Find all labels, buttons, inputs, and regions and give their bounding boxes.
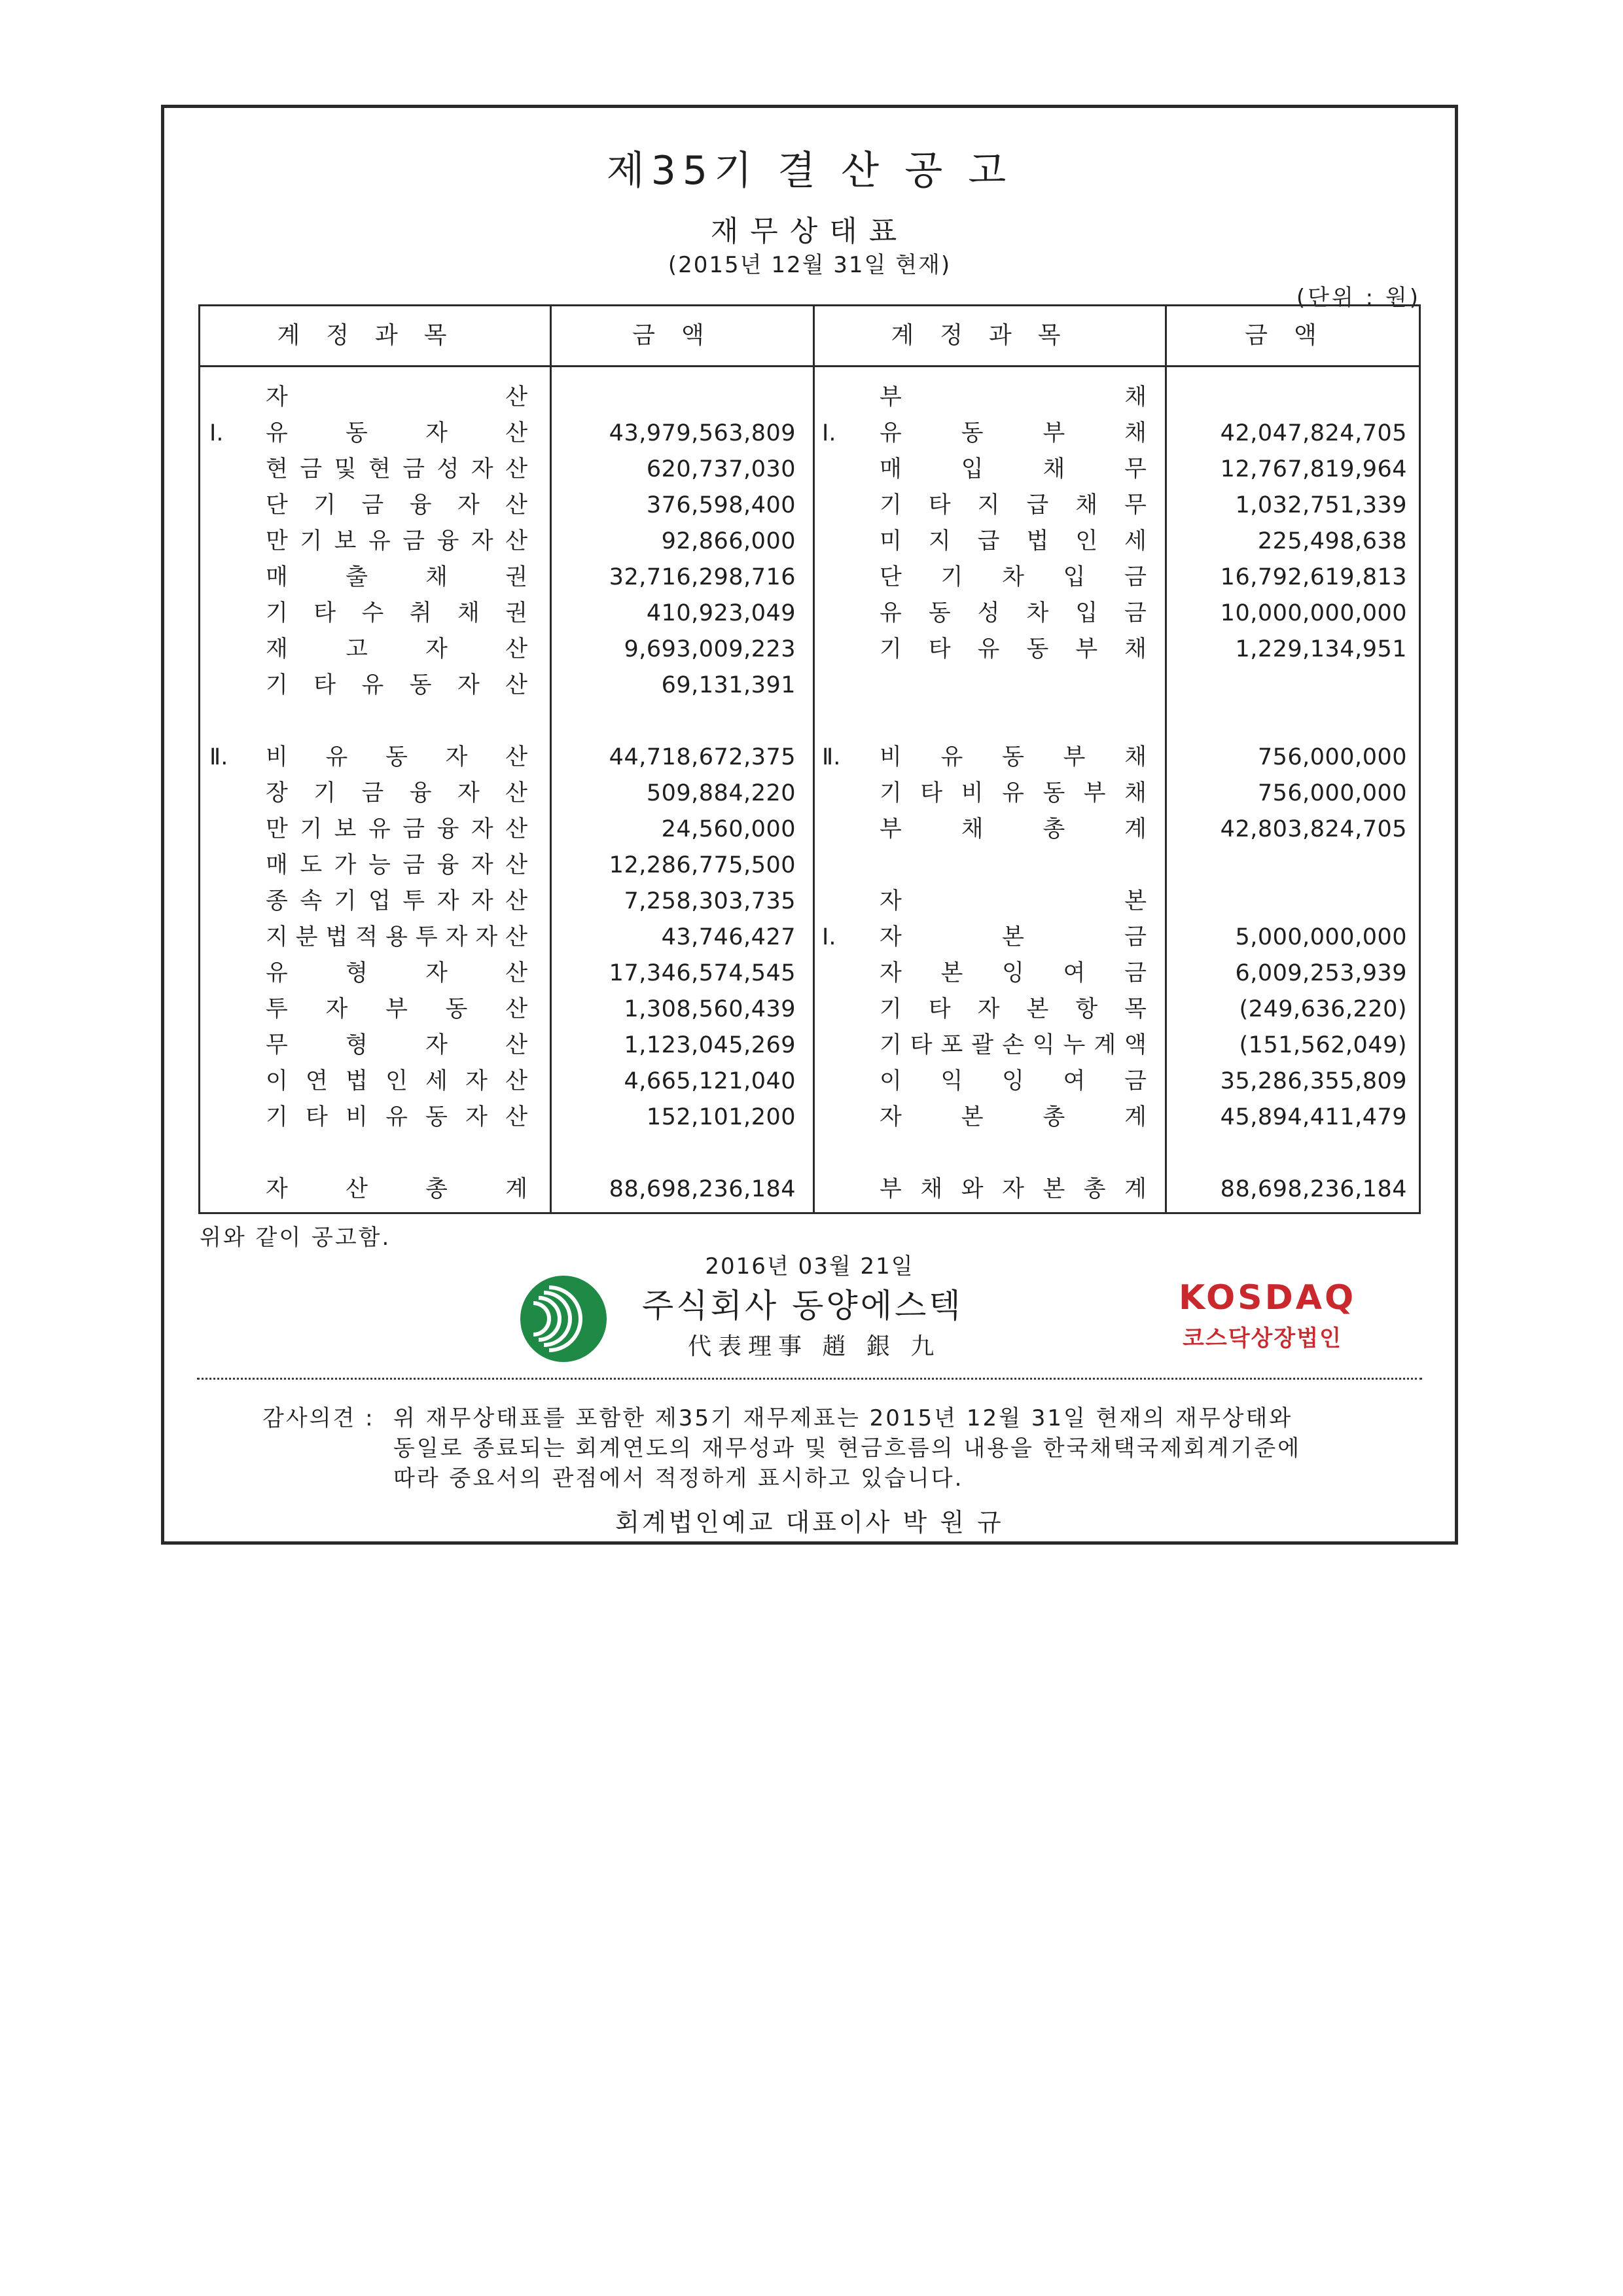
account-name: 부 채 <box>880 384 1147 410</box>
account-name: 부 채 총 계 <box>880 816 1147 842</box>
account-name: 기 타 자 본 항 목 <box>880 996 1147 1022</box>
account-name: 재 고 자 산 <box>266 636 527 662</box>
table-row <box>813 848 1423 884</box>
amount-value: 69,131,391 <box>661 672 796 698</box>
amount-value: 1,032,751,339 <box>1235 492 1407 518</box>
amount-value: 88,698,236,184 <box>1220 1176 1407 1202</box>
table-row <box>200 956 812 992</box>
notice-date: 2016년 03월 21일 <box>705 1253 914 1280</box>
amount-value: 1,229,134,951 <box>1235 636 1407 662</box>
account-name: 비 유 동 부 채 <box>880 744 1147 770</box>
account-name: 이 익 잉 여 금 <box>880 1068 1147 1094</box>
audit-opinion-label: 감사의견 : <box>262 1405 375 1431</box>
document-title: 제35기 결 산 공 고 <box>606 148 1013 194</box>
table-row <box>813 632 1423 668</box>
table-row <box>813 776 1423 812</box>
table-row <box>813 956 1423 992</box>
table-row <box>200 1100 812 1136</box>
account-name: 기 타 유 동 자 산 <box>266 672 527 698</box>
balance-sheet-table <box>198 304 1421 1214</box>
table-row <box>813 884 1423 920</box>
account-name: 현 금 및 현 금 성 자 산 <box>266 456 527 482</box>
account-name: 유 동 자 산 <box>266 420 527 446</box>
account-name: 무 형 자 산 <box>266 1032 527 1058</box>
table-row <box>200 560 812 596</box>
amount-value: 620,737,030 <box>646 456 796 482</box>
table-row <box>813 560 1423 596</box>
account-name: 단 기 차 입 금 <box>880 564 1147 590</box>
amount-value: 42,047,824,705 <box>1220 420 1407 446</box>
kosdaq-logo: KOSDAQ <box>1179 1278 1357 1318</box>
table-row <box>813 524 1423 560</box>
table-row <box>813 596 1423 632</box>
account-name: 부 채 와 자 본 총 계 <box>880 1176 1147 1202</box>
table-row <box>200 416 812 452</box>
account-name: 장 기 금 융 자 산 <box>266 780 527 806</box>
account-name: 기 타 수 취 채 권 <box>266 600 527 626</box>
table-row <box>200 704 812 740</box>
amount-value: 24,560,000 <box>661 816 796 842</box>
section-number: Ⅱ. <box>822 744 841 770</box>
amount-value: 10,000,000,000 <box>1220 600 1407 626</box>
account-name: 종 속 기 업 투 자 자 산 <box>266 888 527 914</box>
account-name: 비 유 동 자 산 <box>266 744 527 770</box>
table-row <box>200 920 812 956</box>
audit-opinion-line: 동일로 종료되는 회계연도의 재무성과 및 현금흐름의 내용을 한국채택국제회계기준에 <box>393 1435 1302 1462</box>
account-name: 유 형 자 산 <box>266 960 527 986</box>
table-row <box>813 812 1423 848</box>
representative-name: 代表理事 趙 銀 九 <box>688 1333 941 1360</box>
amount-value: 6,009,253,939 <box>1235 960 1407 986</box>
account-name: 이 연 법 인 세 자 산 <box>266 1068 527 1094</box>
table-row <box>813 452 1423 488</box>
account-name: 미 지 급 법 인 세 <box>880 528 1147 554</box>
amount-value: 42,803,824,705 <box>1220 816 1407 842</box>
amount-value: 410,923,049 <box>646 600 796 626</box>
table-row <box>813 1172 1423 1208</box>
account-name: 자 산 총 계 <box>266 1176 527 1202</box>
amount-value: 509,884,220 <box>646 780 796 806</box>
auditor-signature: 회계법인예교 대표이사 박 원 규 <box>615 1508 1004 1537</box>
dongyang-estec-logo-icon <box>518 1273 609 1365</box>
table-row <box>200 1172 812 1208</box>
header-divider <box>200 365 1419 367</box>
account-name: 자 본 잉 여 금 <box>880 960 1147 986</box>
account-name: 자 본 총 계 <box>880 1104 1147 1130</box>
audit-opinion-line: 위 재무상태표를 포함한 제35기 재무제표는 2015년 12월 31일 현재의 재무상태와 <box>393 1405 1293 1431</box>
header-right-account: 계정과목 <box>891 322 1087 349</box>
statement-title: 재무상태표 <box>710 215 909 248</box>
table-row <box>200 848 812 884</box>
amount-value: 756,000,000 <box>1257 744 1407 770</box>
account-name: 기 타 지 급 채 무 <box>880 492 1147 518</box>
amount-value: (151,562,049) <box>1239 1032 1407 1058</box>
table-row <box>813 1064 1423 1100</box>
header-right-amount: 금액 <box>1245 322 1343 349</box>
amount-value: 7,258,303,735 <box>624 888 796 914</box>
account-name: 기 타 비 유 동 부 채 <box>880 780 1147 806</box>
account-name: 자 산 <box>266 384 527 410</box>
table-row <box>200 1028 812 1064</box>
section-number: Ⅰ. <box>822 924 836 950</box>
amount-value: 756,000,000 <box>1257 780 1407 806</box>
amount-value: 43,746,427 <box>661 924 796 950</box>
notice-frame <box>161 105 1458 1545</box>
account-name: 자 본 금 <box>880 924 1147 950</box>
unit-label: (단위 : 원) <box>1296 285 1421 311</box>
amount-value: 88,698,236,184 <box>609 1176 796 1202</box>
table-row <box>813 1028 1423 1064</box>
table-row <box>813 704 1423 740</box>
account-name: 지 분 법 적 용 투 자 자 산 <box>266 924 527 950</box>
account-name: 기 타 비 유 동 자 산 <box>266 1104 527 1130</box>
table-row <box>813 992 1423 1028</box>
section-number: Ⅱ. <box>209 744 228 770</box>
amount-value: 44,718,672,375 <box>609 744 796 770</box>
kosdaq-listed-label: 코스닥상장법인 <box>1183 1325 1342 1352</box>
table-row <box>200 812 812 848</box>
amount-value: 32,716,298,716 <box>609 564 796 590</box>
amount-value: 1,123,045,269 <box>624 1032 796 1058</box>
amount-value: 9,693,009,223 <box>624 636 796 662</box>
amount-value: 376,598,400 <box>646 492 796 518</box>
table-row <box>813 488 1423 524</box>
account-name: 매 입 채 무 <box>880 456 1147 482</box>
section-number: Ⅰ. <box>209 420 224 446</box>
amount-value: 152,101,200 <box>646 1104 796 1130</box>
notice-text: 위와 같이 공고함. <box>200 1225 391 1251</box>
statement-period: (2015년 12월 31일 현재) <box>668 252 952 278</box>
table-row <box>200 488 812 524</box>
header-left-amount: 금액 <box>632 322 730 349</box>
account-name: 투 자 부 동 산 <box>266 996 527 1022</box>
audit-opinion-line: 따라 중요서의 관점에서 적정하게 표시하고 있습니다. <box>393 1465 964 1492</box>
table-row <box>813 1100 1423 1136</box>
account-name: 기 타 포 괄 손 익 누 계 액 <box>880 1032 1147 1058</box>
account-name: 기 타 유 동 부 채 <box>880 636 1147 662</box>
amount-value: 5,000,000,000 <box>1235 924 1407 950</box>
section-number: Ⅰ. <box>822 420 836 446</box>
account-name: 자 본 <box>880 888 1147 914</box>
amount-value: 12,286,775,500 <box>609 852 796 878</box>
account-name: 만 기 보 유 금 융 자 산 <box>266 528 527 554</box>
amount-value: 4,665,121,040 <box>624 1068 796 1094</box>
account-name: 매 출 채 권 <box>266 564 527 590</box>
table-row <box>813 1136 1423 1172</box>
amount-value: 12,767,819,964 <box>1220 456 1407 482</box>
amount-value: 17,346,574,545 <box>609 960 796 986</box>
account-name: 유 동 성 차 입 금 <box>880 600 1147 626</box>
table-row <box>813 380 1423 416</box>
amount-value: 16,792,619,813 <box>1220 564 1407 590</box>
table-row <box>813 740 1423 776</box>
table-row <box>200 992 812 1028</box>
amount-value: 92,866,000 <box>661 528 796 554</box>
amount-value: 43,979,563,809 <box>609 420 796 446</box>
table-row <box>200 452 812 488</box>
account-name: 만 기 보 유 금 융 자 산 <box>266 816 527 842</box>
table-row <box>813 920 1423 956</box>
account-name: 단 기 금 융 자 산 <box>266 492 527 518</box>
amount-value: 45,894,411,479 <box>1220 1104 1407 1130</box>
table-row <box>200 776 812 812</box>
table-row <box>200 668 812 704</box>
account-name: 매 도 가 능 금 융 자 산 <box>266 852 527 878</box>
company-name: 주식회사 동양에스텍 <box>642 1287 963 1325</box>
amount-value: 35,286,355,809 <box>1220 1068 1407 1094</box>
account-name: 유 동 부 채 <box>880 420 1147 446</box>
amount-value: 1,308,560,439 <box>624 996 796 1022</box>
table-row <box>200 1064 812 1100</box>
table-row <box>200 1136 812 1172</box>
table-row <box>200 596 812 632</box>
dotted-divider <box>197 1378 1422 1380</box>
table-row <box>813 416 1423 452</box>
amount-value: 225,498,638 <box>1257 528 1407 554</box>
table-row <box>200 380 812 416</box>
table-row <box>200 632 812 668</box>
header-left-account: 계정과목 <box>277 322 473 349</box>
table-row <box>200 524 812 560</box>
table-row <box>813 668 1423 704</box>
table-row <box>200 884 812 920</box>
table-row <box>200 740 812 776</box>
amount-value: (249,636,220) <box>1239 996 1407 1022</box>
